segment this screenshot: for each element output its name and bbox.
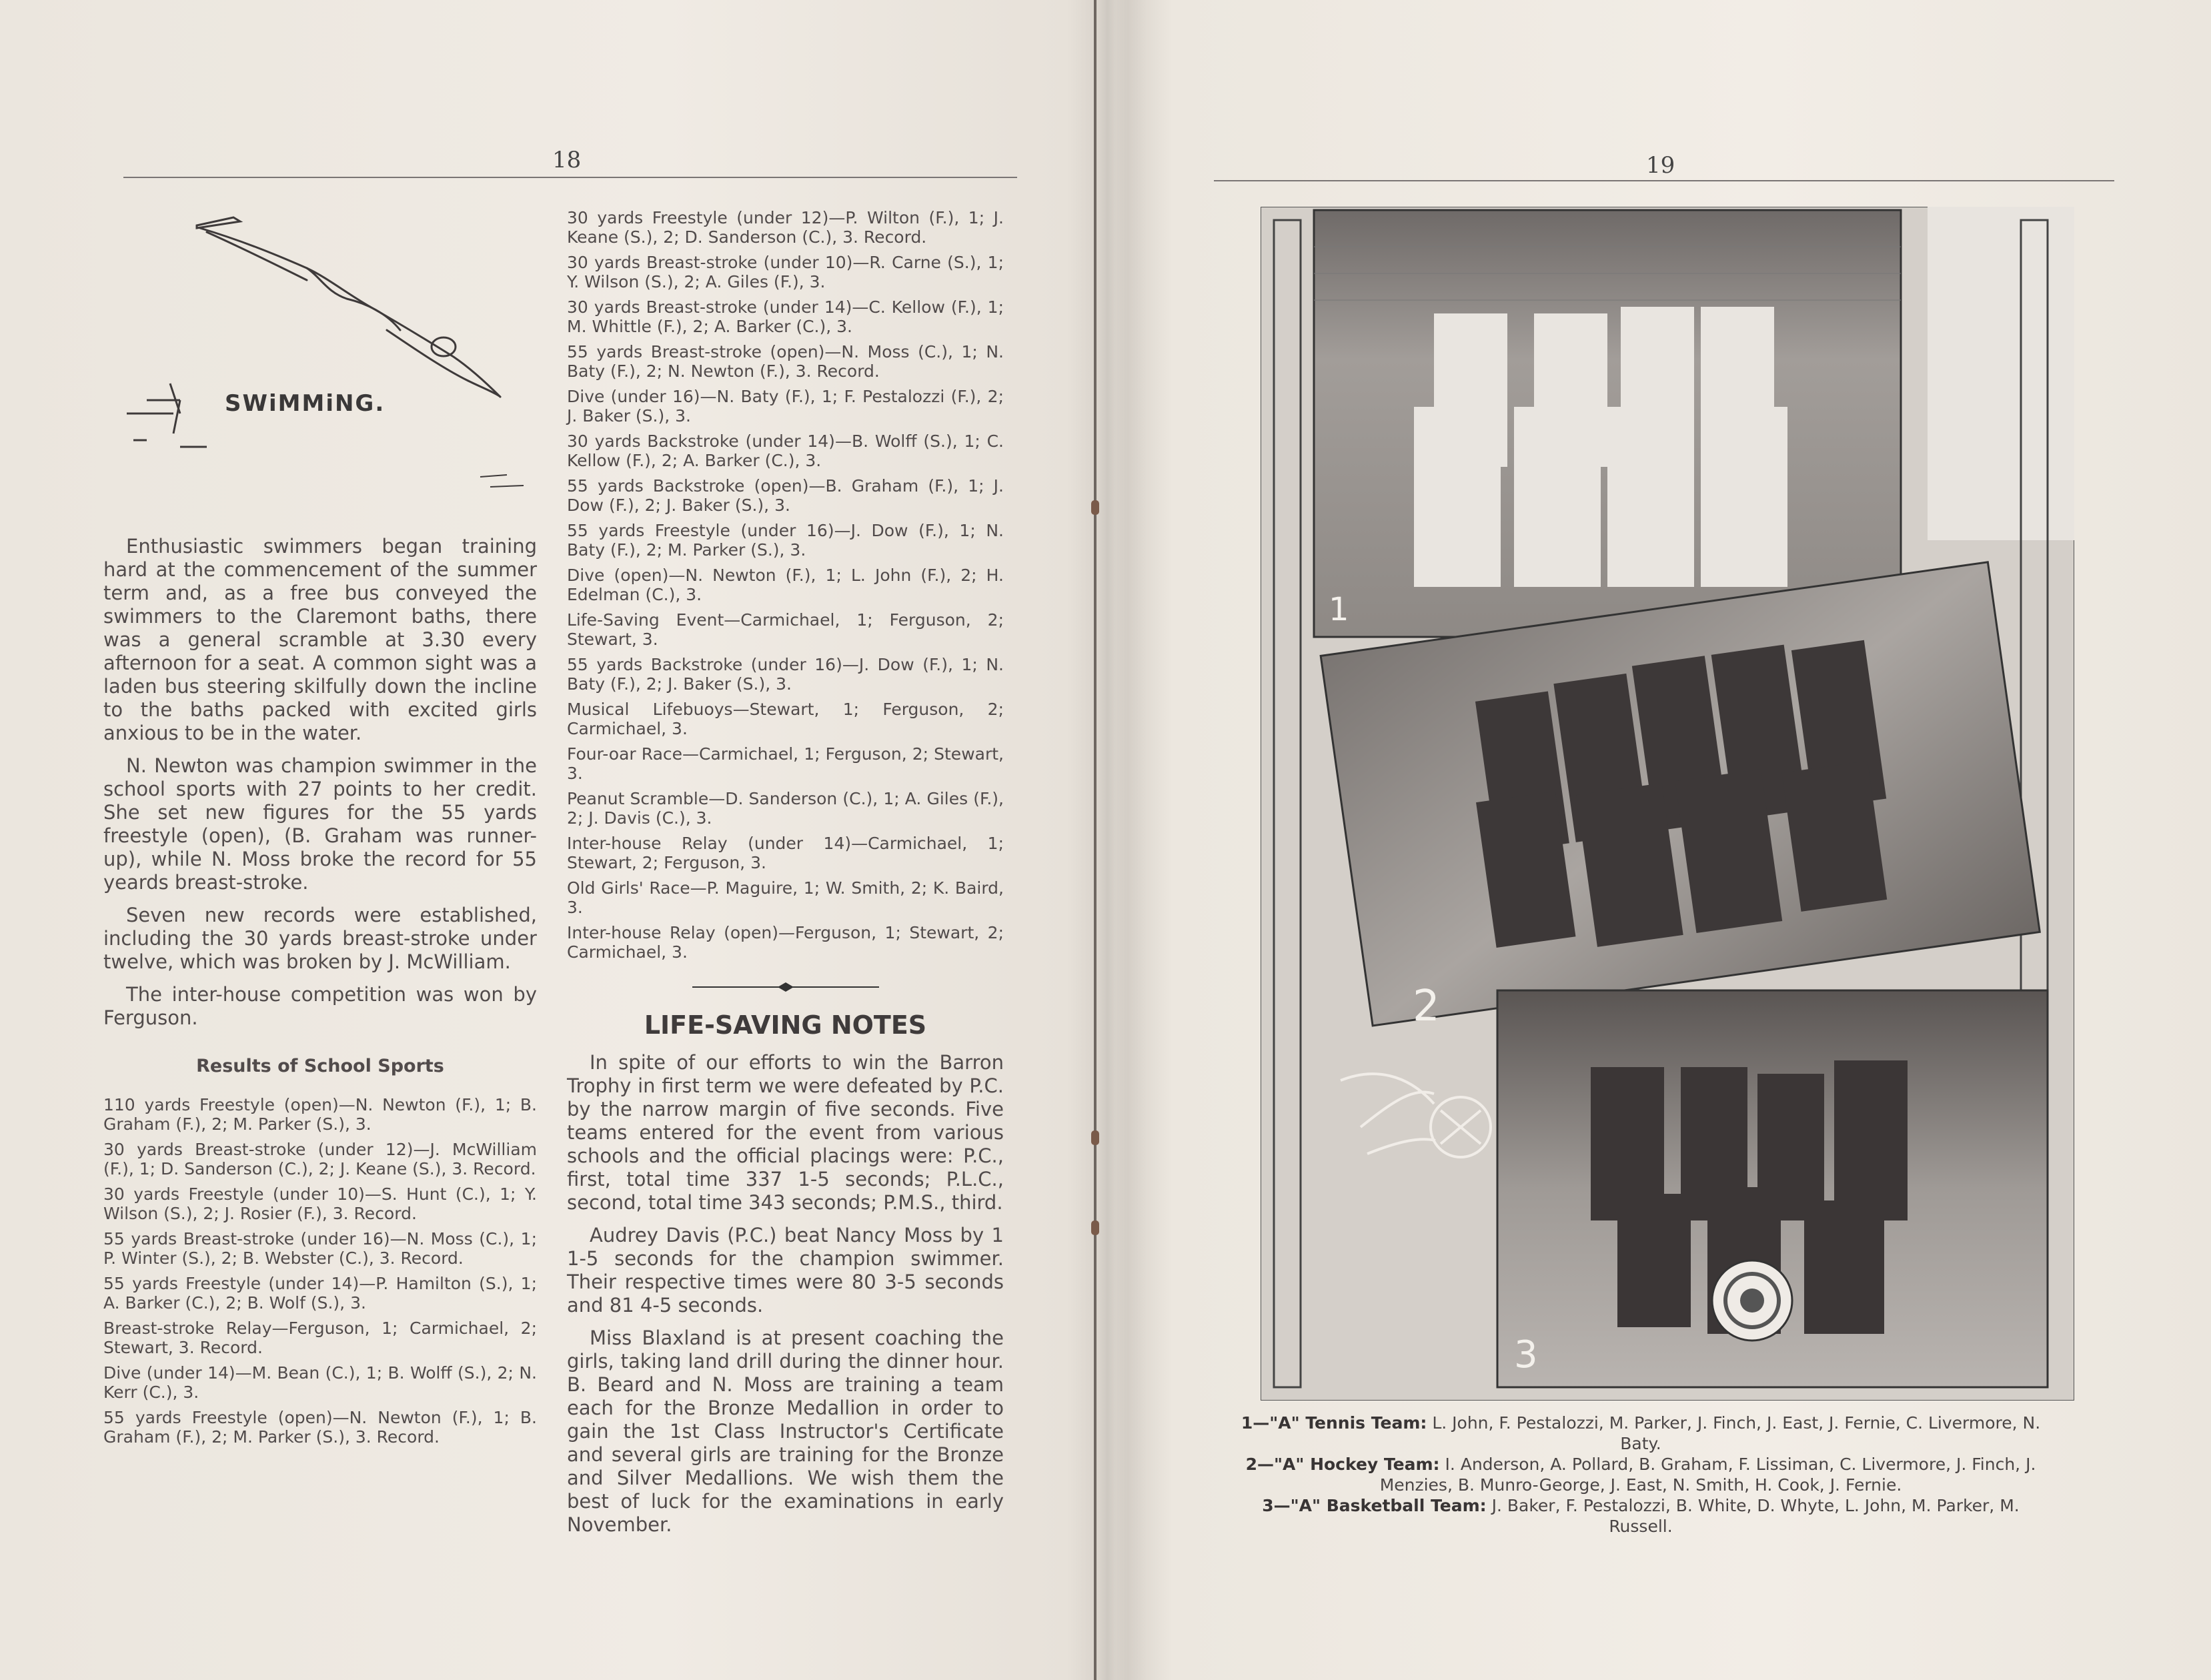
result-entry: 55 yards Freestyle (open)—N. Newton (F.), 1; B. Graham (F.), 2; M. Parker (S.), 3. Record.	[103, 1408, 537, 1447]
header-rule-right	[1214, 180, 2114, 181]
photo-number-3: 3	[1514, 1333, 1538, 1377]
result-entry: Peanut Scramble—D. Sanderson (C.), 1; A. Giles (F.), 2; J. Davis (C.), 3.	[567, 789, 1004, 828]
photo-captions	[1241, 1413, 2041, 1537]
diver-illustration	[107, 213, 534, 514]
page-fold	[1094, 0, 1096, 1680]
lifesaving-paragraph: Miss Blaxland is at present coaching the girls, taking land drill during the dinner hour. B. Beard and N. Moss are training a team each for the Bronze Medallion in order to gain the 1st Class Instructor's Certificate and several girls are training for the Bronze and Silver Medallions. We wish them the best of luck for the examinations in early November.	[567, 1327, 1004, 1536]
staple-mark	[1091, 1220, 1099, 1235]
result-entry: 30 yards Backstroke (under 14)—B. Wolff (S.), 1; C. Kellow (F.), 2; A. Barker (C.), 3.	[567, 432, 1004, 470]
caption-basketball	[1241, 1495, 2041, 1537]
diver-icon	[197, 217, 500, 397]
water-ripple-icon	[480, 475, 524, 487]
results-heading: Results of School Sports	[196, 1056, 444, 1076]
caption-names: L. John, F. Pestalozzi, M. Parker, J. Finch, J. East, J. Fernie, C. Livermore, N. Baty.	[1432, 1413, 2041, 1453]
result-entry: 55 yards Backstroke (open)—B. Graham (F.), 1; J. Dow (F.), 2; J. Baker (S.), 3.	[567, 476, 1004, 515]
caption-prefix: 1—"A" Tennis Team:	[1241, 1413, 1427, 1433]
caption-prefix: 3—"A" Basketball Team:	[1262, 1496, 1487, 1515]
result-entry: Dive (under 14)—M. Bean (C.), 1; B. Wolff (S.), 2; N. Kerr (C.), 3.	[103, 1363, 537, 1402]
result-entry: 55 yards Freestyle (under 16)—J. Dow (F.), 1; N. Baty (F.), 2; M. Parker (S.), 3.	[567, 521, 1004, 560]
lifesaving-paragraph: In spite of our efforts to win the Barron Trophy in first term we were defeated by P.C. by the narrow margin of five seconds. Five teams entered for the event from various schools and the official placings were: P.C., first, total time 337 1-5 seconds; P.L.C., second, total time 343 seconds; P.M.S., third.	[567, 1051, 1004, 1214]
swimming-paragraph: The inter-house competition was won by Ferguson.	[103, 983, 537, 1029]
swimming-paragraph: Enthusiastic swimmers began training hard at the commencement of the summer term and, as a free bus conveyed the swimmers to the Claremont baths, there was a general scramble at 3.30 every afternoon for a seat. A common sight was a laden bus steering skilfully down the incline to the baths packed with excited girls anxious to be in the water.	[103, 535, 537, 744]
caption-names: J. Baker, F. Pestalozzi, B. White, D. Whyte, L. John, M. Parker, M. Russell.	[1491, 1496, 2020, 1536]
swimming-paragraph: Seven new records were established, including the 30 yards breast-stroke under twelve, which was broken by J. McWilliam.	[103, 904, 537, 973]
staple-mark	[1091, 1130, 1099, 1145]
caption-prefix: 2—"A" Hockey Team:	[1245, 1455, 1440, 1474]
swimming-paragraph: N. Newton was champion swimmer in the school sports with 27 points to her credit. She set new figures for the 55 yards freestyle (open), (B. Graham was runner-up), while N. Moss broke the record for 55 yeards breast-stroke.	[103, 754, 537, 894]
lifesaving-paragraph: Audrey Davis (P.C.) beat Nancy Moss by 1 1-5 seconds for the champion swimmer. Their respective times were 80 3-5 seconds and 81 4-5 seconds.	[567, 1224, 1004, 1317]
result-entry: Breast-stroke Relay—Ferguson, 1; Carmichael, 2; Stewart, 3. Record.	[103, 1319, 537, 1357]
section-divider	[686, 980, 886, 994]
result-entry: 30 yards Breast-stroke (under 14)—C. Kellow (F.), 1; M. Whittle (F.), 2; A. Barker (C.), 3.	[567, 297, 1004, 336]
page-number-right: 19	[1646, 152, 1675, 179]
result-entry: Life-Saving Event—Carmichael, 1; Ferguson, 2; Stewart, 3.	[567, 610, 1004, 649]
team-photo-collage	[1261, 207, 2074, 1401]
page-number-left: 18	[552, 147, 582, 173]
result-entry: 30 yards Breast-stroke (under 10)—R. Carne (S.), 1; Y. Wilson (S.), 2; A. Giles (F.), 3.	[567, 253, 1004, 291]
caption-tennis	[1241, 1413, 2041, 1454]
header-rule-left	[123, 177, 1017, 178]
page-fold-shadow	[1067, 0, 1147, 1680]
result-entry: Old Girls' Race—P. Maguire, 1; W. Smith, 2; K. Baird, 3.	[567, 878, 1004, 917]
result-entry: Inter-house Relay (under 14)—Carmichael, 1; Stewart, 2; Ferguson, 3.	[567, 834, 1004, 872]
tennis-players	[1414, 307, 1787, 587]
diving-board-icon	[127, 383, 207, 447]
result-entry: Dive (under 16)—N. Baty (F.), 1; F. Pestalozzi (F.), 2; J. Baker (S.), 3.	[567, 387, 1004, 426]
result-entry: 55 yards Breast-stroke (open)—N. Moss (C.), 1; N. Baty (F.), 2; N. Newton (F.), 3. Record.	[567, 342, 1004, 381]
result-entry: Inter-house Relay (open)—Ferguson, 1; Stewart, 2; Carmichael, 3.	[567, 923, 1004, 962]
caption-names: I. Anderson, A. Pollard, B. Graham, F. Lissiman, C. Livermore, J. Finch, J. Menzies, B. Munro-George, J. East, N. Smith, H. Cook, J. Fernie.	[1379, 1455, 2036, 1495]
result-entry: Four-oar Race—Carmichael, 1; Ferguson, 2; Stewart, 3.	[567, 744, 1004, 783]
result-entry: Dive (open)—N. Newton (F.), 1; L. John (F.), 2; H. Edelman (C.), 3.	[567, 566, 1004, 604]
caption-hockey	[1241, 1454, 2041, 1495]
result-entry: 30 yards Freestyle (under 10)—S. Hunt (C.), 1; Y. Wilson (S.), 2; J. Rosier (F.), 3. Record.	[103, 1184, 537, 1223]
result-entry: 55 yards Freestyle (under 14)—P. Hamilton (S.), 1; A. Barker (C.), 2; B. Wolf (S.), 3.	[103, 1274, 537, 1313]
left-column-1	[103, 535, 537, 1453]
collage-panel	[1928, 207, 2074, 540]
target-shield-icon	[1712, 1261, 1792, 1341]
result-entry: 110 yards Freestyle (open)—N. Newton (F.), 1; B. Graham (F.), 2; M. Parker (S.), 3.	[103, 1095, 537, 1134]
swimming-heading: SWiMMiNG.	[225, 390, 386, 417]
result-entry: 30 yards Freestyle (under 12)—P. Wilton (F.), 1; J. Keane (S.), 2; D. Sanderson (C.), 3. Record.	[567, 208, 1004, 247]
photo-number-1: 1	[1329, 591, 1349, 628]
left-column-2	[567, 208, 1004, 1546]
result-entry: 30 yards Breast-stroke (under 12)—J. McWilliam (F.), 1; D. Sanderson (C.), 2; J. Keane (S.), 3. Record.	[103, 1140, 537, 1178]
lifesaving-heading: LIFE-SAVING NOTES	[644, 1010, 927, 1040]
result-entry: 55 yards Backstroke (under 16)—J. Dow (F.), 1; N. Baty (F.), 2; J. Baker (S.), 3.	[567, 655, 1004, 694]
result-entry: Musical Lifebuoys—Stewart, 1; Ferguson, 2; Carmichael, 3.	[567, 700, 1004, 738]
result-entry: 55 yards Breast-stroke (under 16)—N. Moss (C.), 1; P. Winter (S.), 2; B. Webster (C.), 3. Record.	[103, 1229, 537, 1268]
staple-mark	[1091, 500, 1099, 515]
photo-number-2: 2	[1413, 982, 1440, 1031]
